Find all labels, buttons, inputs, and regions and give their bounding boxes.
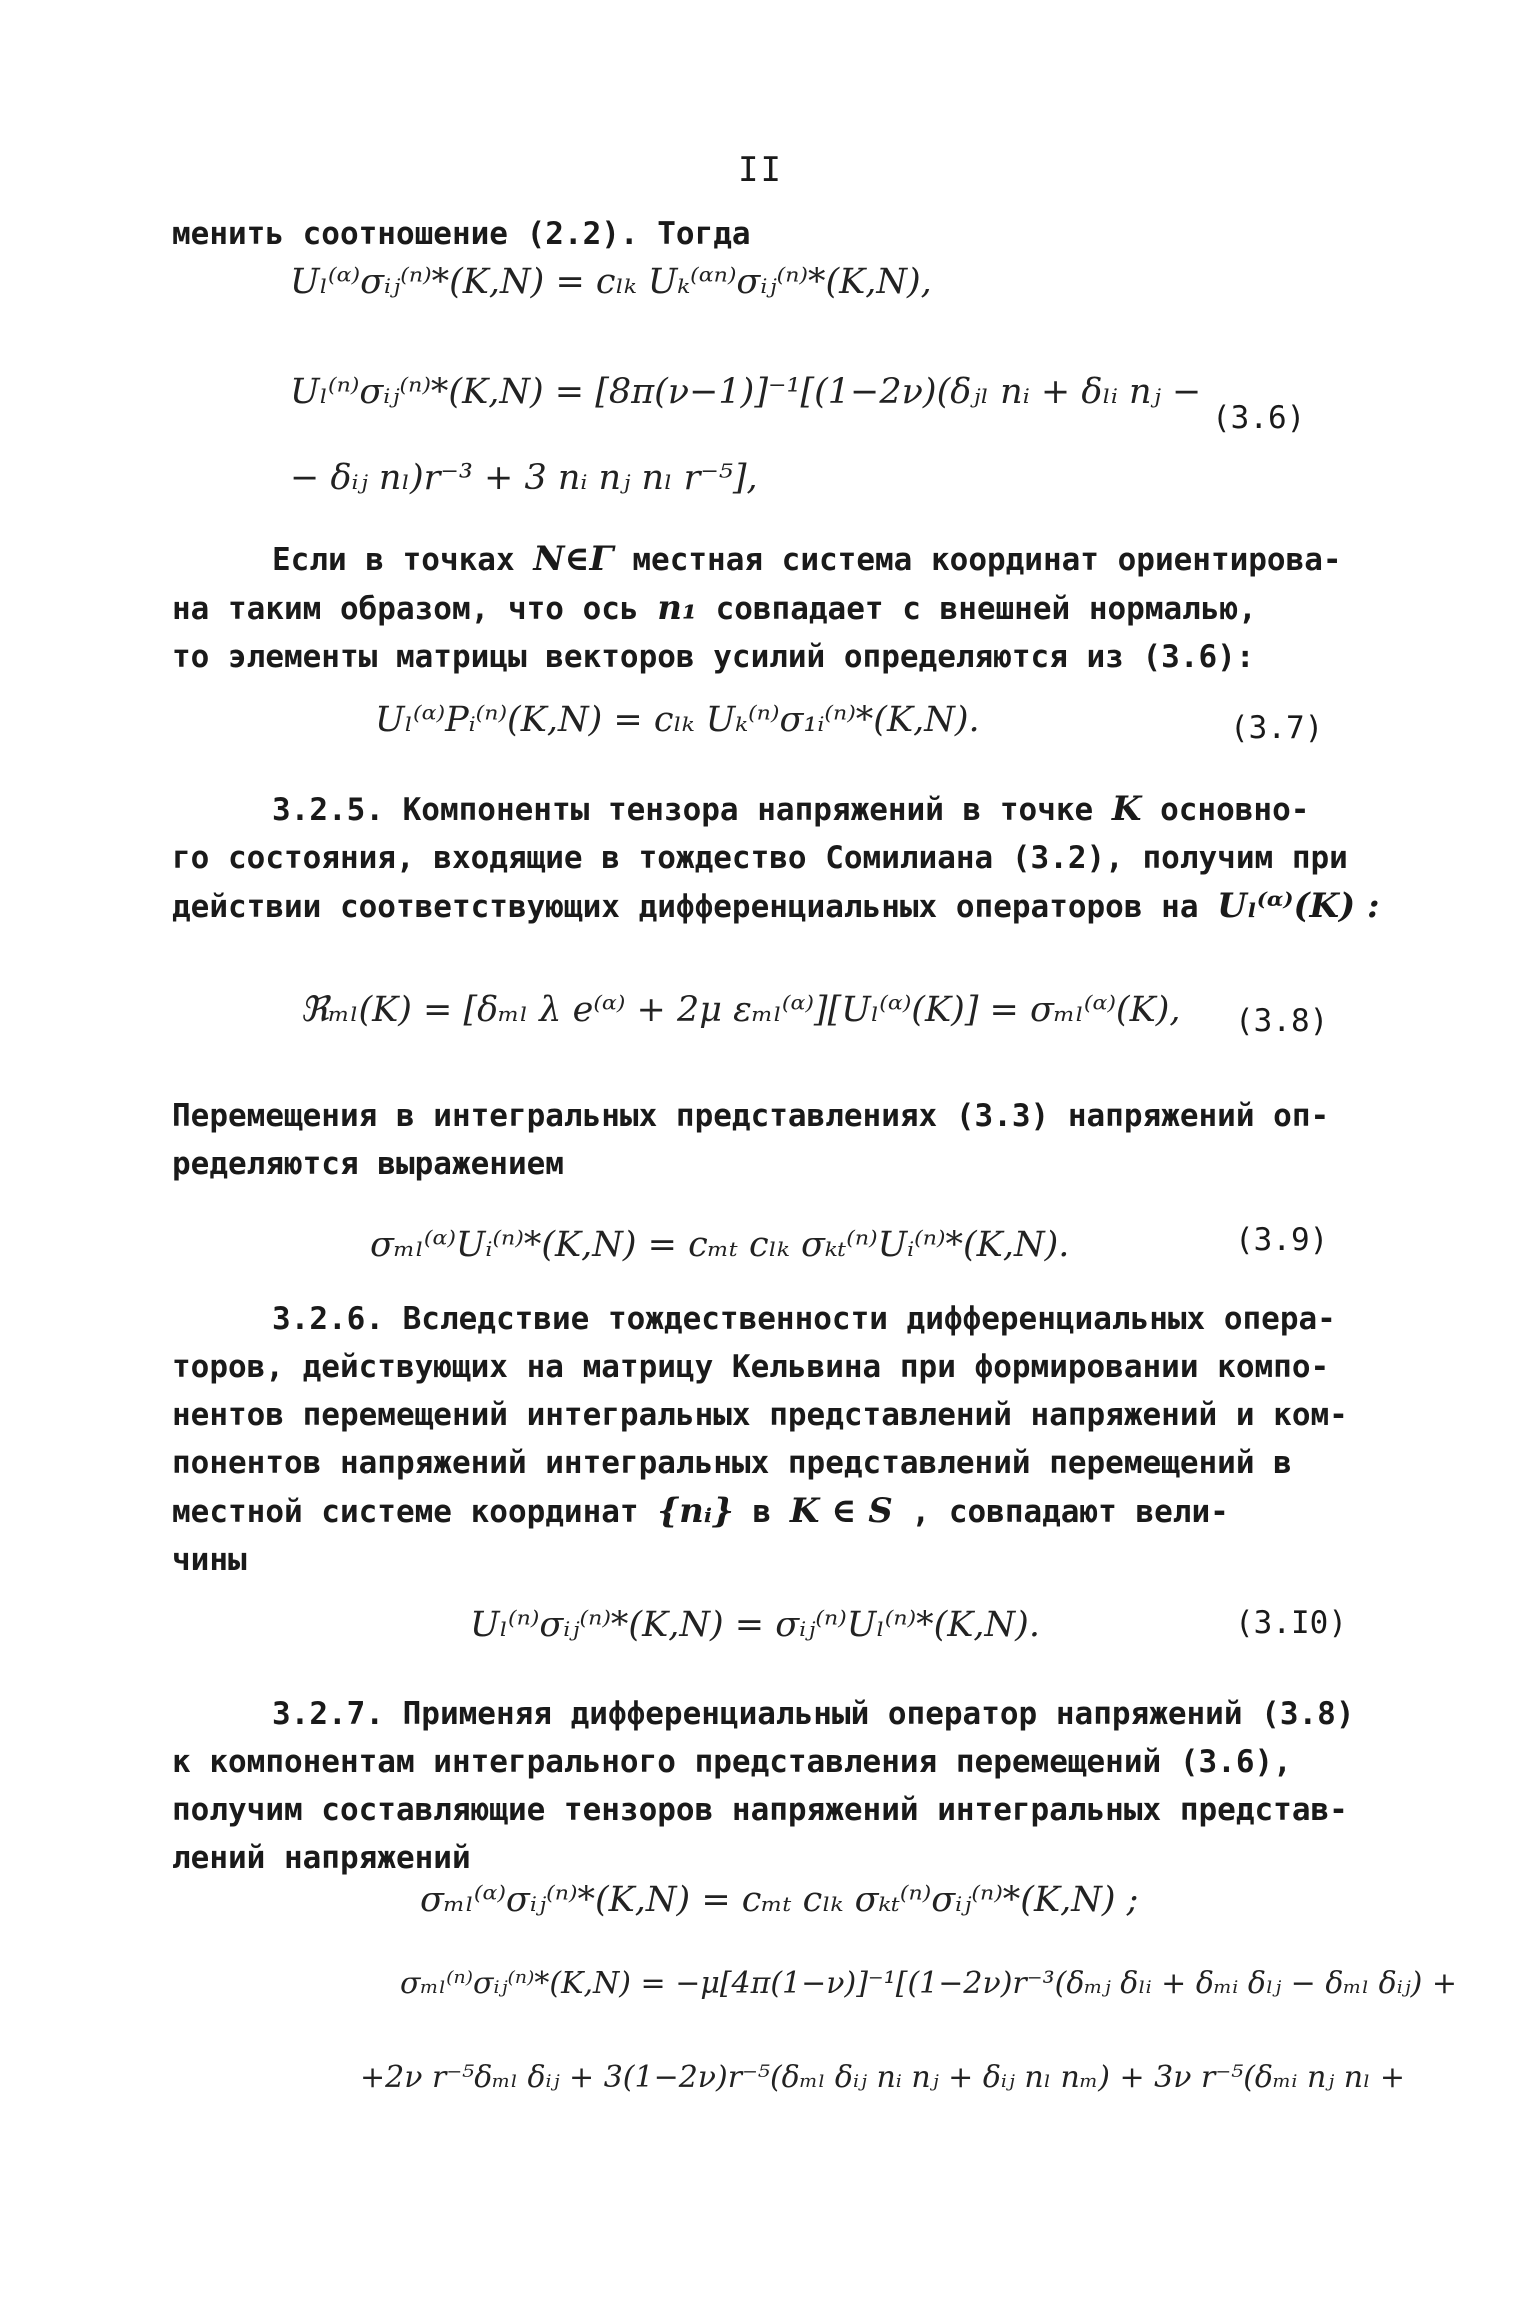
text-fragment: 3.2.5. Компоненты тензора напряжений в точке <box>272 792 1094 828</box>
paragraph-3-2-5 <box>172 785 1380 931</box>
text-fragment: совпадает с внешней нормалью, <box>715 591 1257 627</box>
text-fragment: на таким образом, что ось <box>172 591 639 627</box>
formula-3-11-line3: +2ν r⁻⁵δₘₗ δᵢⱼ + 3(1−2ν)r⁻⁵(δₘₗ δᵢⱼ nᵢ nⱼ + δᵢⱼ nₗ nₘ) + 3ν r⁻⁵(δₘᵢ nⱼ nₗ + <box>360 2060 1406 2095</box>
inline-math: Uₗ⁽ᵅ⁾(K) : <box>1217 886 1380 926</box>
text-fragment: местная система координат ориентирова- <box>632 542 1342 578</box>
formula-3-10: Uₗ⁽ⁿ⁾σᵢⱼ⁽ⁿ⁾*(K,N) = σᵢⱼ⁽ⁿ⁾Uₗ⁽ⁿ⁾*(K,N). <box>470 1605 1040 1645</box>
text-line: ределяются выражением <box>172 1146 564 1182</box>
inline-math: K <box>1111 789 1142 829</box>
text-fragment: основно- <box>1160 792 1310 828</box>
inline-math: n₁ <box>657 588 697 628</box>
text-line <box>172 1487 1372 1536</box>
text-line: Перемещения в интегральных представлениях (3.3) напряжений оп- <box>172 1098 1330 1134</box>
text-line: менить соотношение (2.2). Тогда <box>172 216 751 252</box>
text-line: получим составляющие тензоров напряжений интегральных представ- <box>172 1792 1348 1828</box>
text-line <box>172 584 1372 633</box>
paragraph-3-2-7 <box>172 1690 1372 1882</box>
equation-number-3-9: (3.9) <box>1235 1222 1329 1258</box>
text-line: чины <box>172 1542 247 1578</box>
equation-number-3-8: (3.8) <box>1235 1003 1329 1039</box>
formula-3-9: σₘₗ⁽ᵅ⁾Uᵢ⁽ⁿ⁾*(K,N) = cₘₜ cₗₖ σₖₜ⁽ⁿ⁾Uᵢ⁽ⁿ⁾*(K,N). <box>370 1225 1070 1265</box>
text-line: торов, действующих на матрицу Кельвина при формировании компо- <box>172 1349 1330 1385</box>
formula-3-6-line1: Uₗ⁽ᵅ⁾σᵢⱼ⁽ⁿ⁾*(K,N) = cₗₖ Uₖ⁽ᵅⁿ⁾σᵢⱼ⁽ⁿ⁾*(K,N), <box>290 262 932 302</box>
paragraph-3-2-6 <box>172 1295 1372 1584</box>
text-fragment: местной системе координат <box>172 1494 639 1530</box>
text-line <box>172 882 1380 931</box>
paragraph-displacements <box>172 1092 1372 1188</box>
equation-number-3-6: (3.6) <box>1212 400 1306 436</box>
formula-3-8: ℜₘₗ(K) = [δₘₗ λ e⁽ᵅ⁾ + 2μ εₘₗ⁽ᵅ⁾][Uₗ⁽ᵅ⁾(K)] = σₘₗ⁽ᵅ⁾(K), <box>300 990 1181 1030</box>
text-fragment: , совпадают вели- <box>911 1494 1229 1530</box>
text-line <box>172 785 1372 834</box>
page-number: II <box>738 150 783 190</box>
text-line <box>172 535 1372 584</box>
text-line: нентов перемещений интегральных представлений напряжений и ком- <box>172 1397 1348 1433</box>
formula-3-11-line1: σₘₗ⁽ᵅ⁾σᵢⱼ⁽ⁿ⁾*(K,N) = cₘₜ cₗₖ σₖₜ⁽ⁿ⁾σᵢⱼ⁽ⁿ⁾*(K,N) ; <box>420 1880 1139 1920</box>
paragraph-boundary-points <box>172 535 1372 681</box>
equation-number-3-10: (3.I0) <box>1235 1605 1347 1641</box>
formula-3-6-line3: − δᵢⱼ nₗ)r⁻³ + 3 nᵢ nⱼ nₗ r⁻⁵], <box>290 458 758 498</box>
equation-number-3-7: (3.7) <box>1230 710 1324 746</box>
formula-3-11-line2: σₘₗ⁽ⁿ⁾σᵢⱼ⁽ⁿ⁾*(K,N) = −μ[4π(1−ν)]⁻¹[(1−2ν)r⁻³(δₘⱼ δₗᵢ + δₘᵢ δₗⱼ − δₘₗ δᵢⱼ) + <box>400 1966 1458 2001</box>
text-line: то элементы матрицы векторов усилий определяются из (3.6): <box>172 639 1255 675</box>
text-fragment: Если в точках <box>272 542 515 578</box>
formula-3-6-line2: Uₗ⁽ⁿ⁾σᵢⱼ⁽ⁿ⁾*(K,N) = [8π(ν−1)]⁻¹[(1−2ν)(δⱼₗ nᵢ + δₗᵢ nⱼ − <box>290 372 1202 412</box>
paragraph-intro <box>172 210 1372 258</box>
inline-math: {nᵢ} <box>657 1491 734 1531</box>
text-line: 3.2.6. Вследствие тождественности дифференциальных опера- <box>272 1301 1336 1337</box>
text-line: 3.2.7. Применяя дифференциальный оператор напряжений (3.8) <box>272 1696 1355 1732</box>
text-fragment: действии соответствующих дифференциальных операторов на <box>172 889 1199 925</box>
text-line: лений напряжений <box>172 1840 471 1876</box>
inline-math: N∈Γ <box>533 539 614 579</box>
inline-math: K ∈ S <box>789 1491 893 1531</box>
text-line: понентов напряжений интегральных представлений перемещений в <box>172 1445 1292 1481</box>
formula-3-7: Uₗ⁽ᵅ⁾Pᵢ⁽ⁿ⁾(K,N) = cₗₖ Uₖ⁽ⁿ⁾σ₁ᵢ⁽ⁿ⁾*(K,N). <box>375 700 980 740</box>
text-line: к компонентам интегрального представления перемещений (3.6), <box>172 1744 1292 1780</box>
text-line: го состояния, входящие в тождество Сомилиана (3.2), получим при <box>172 840 1348 876</box>
text-fragment: в <box>752 1494 772 1530</box>
